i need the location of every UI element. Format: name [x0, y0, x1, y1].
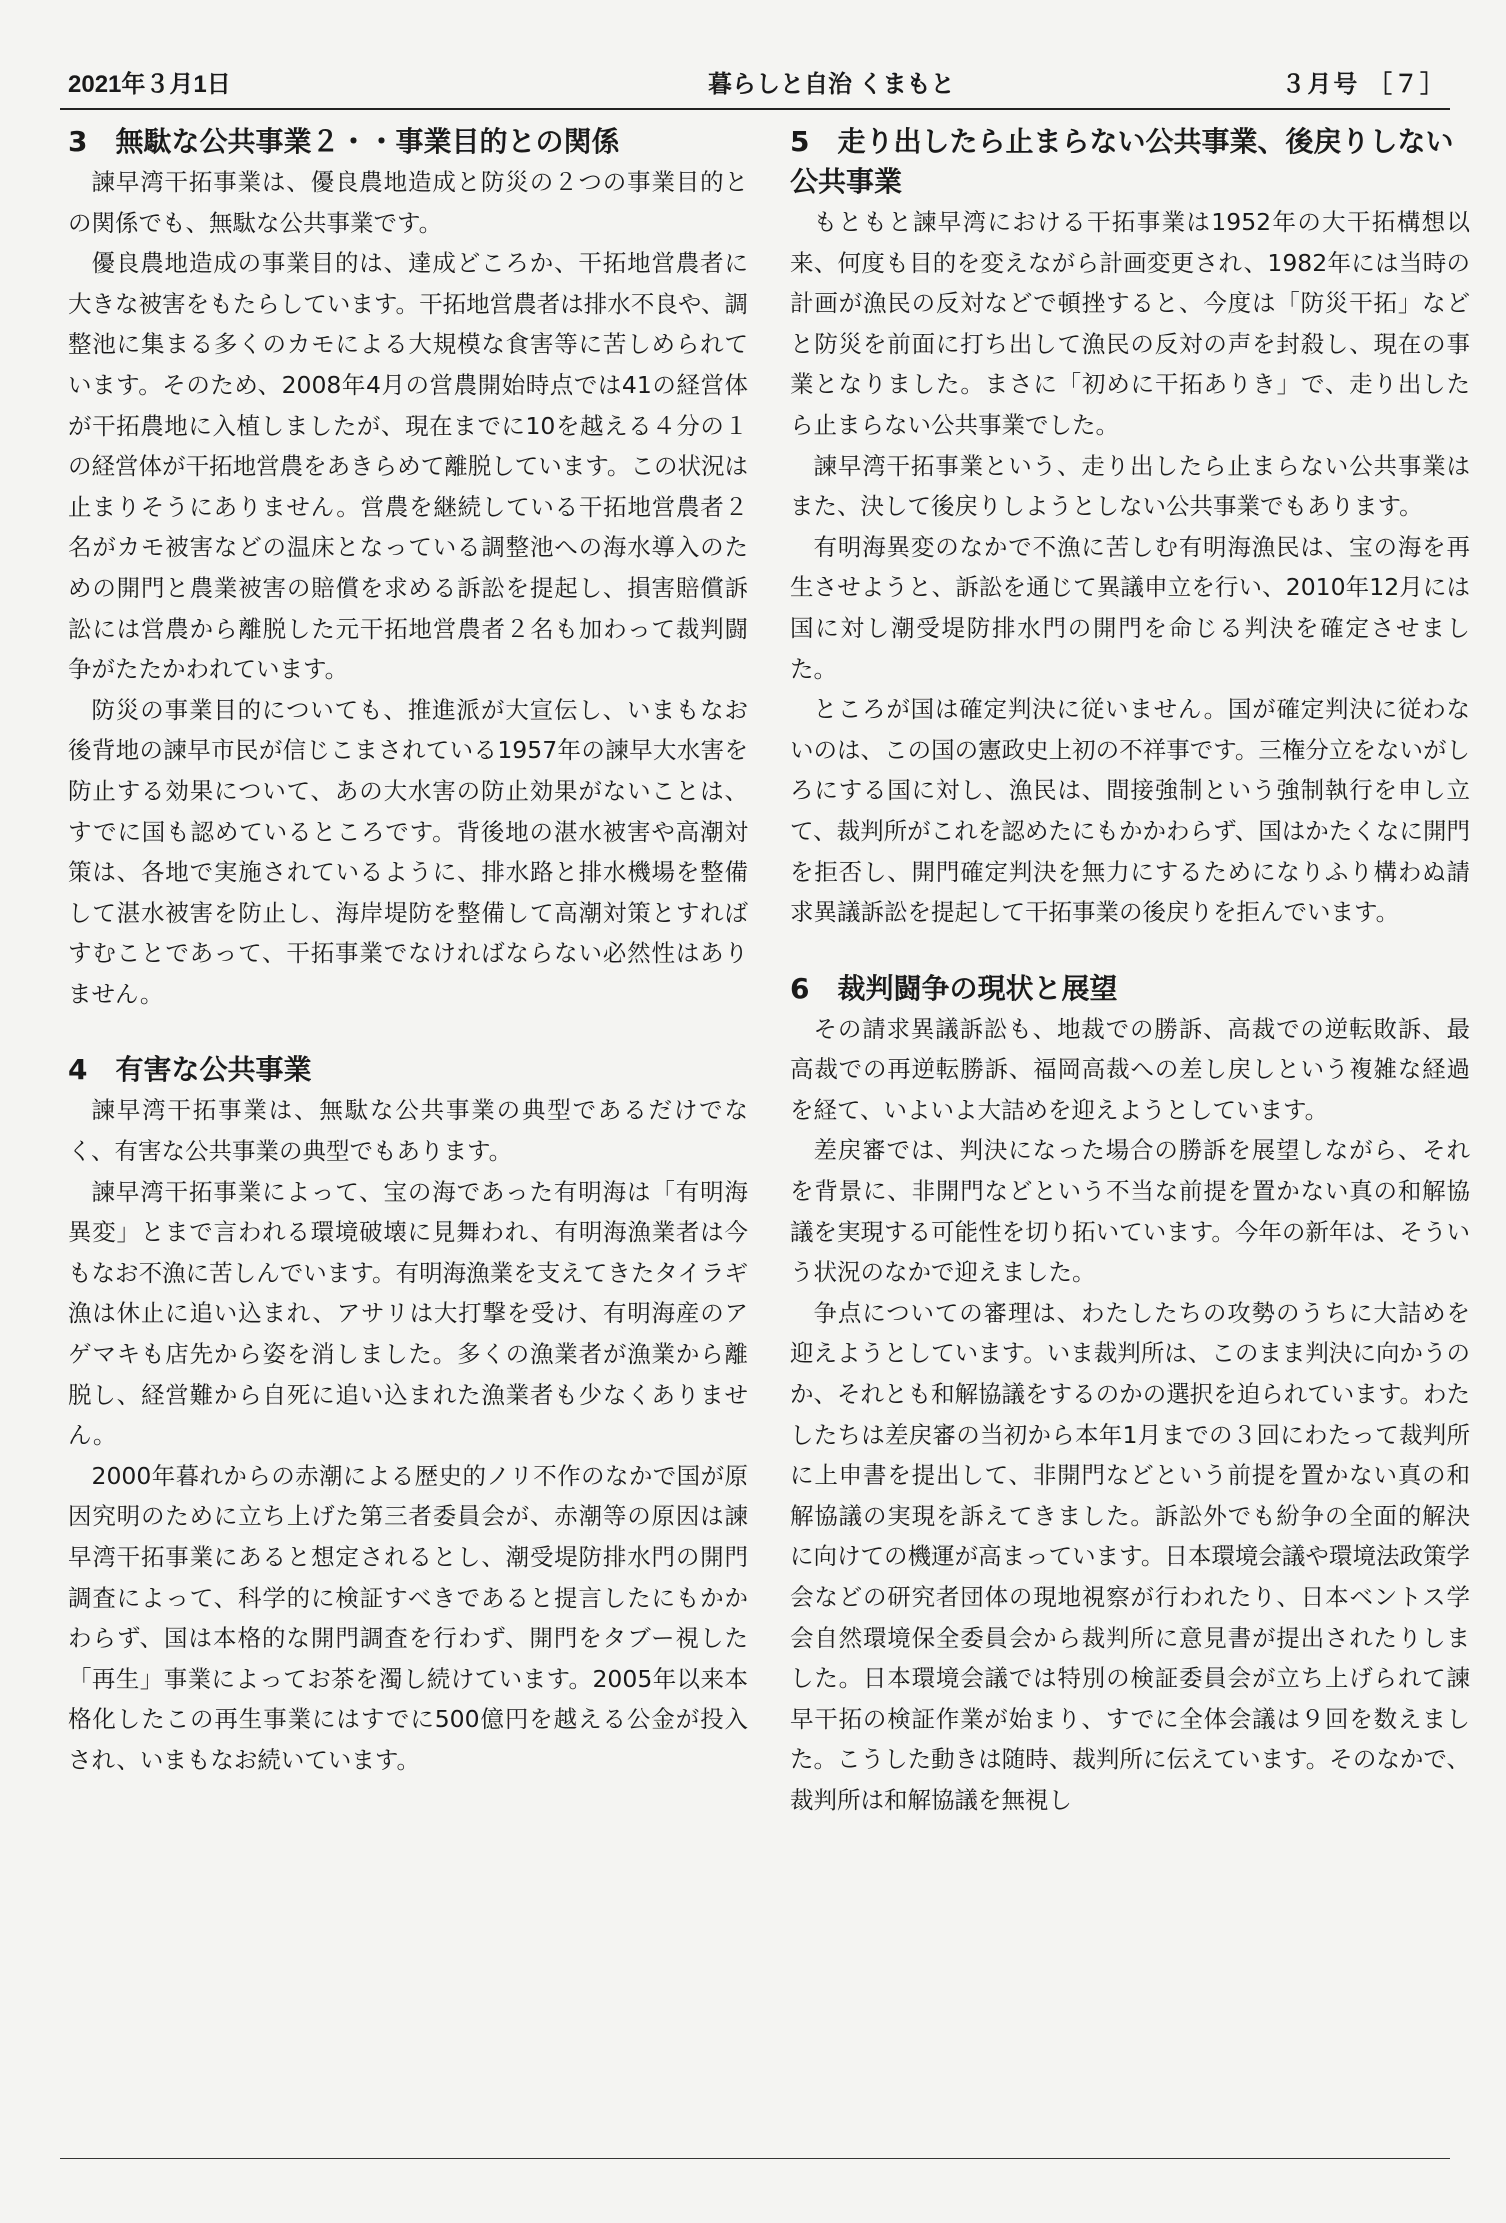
paragraph: 差戻審では、判決になった場合の勝訴を展望しながら、それを背景に、非開門などという不当な前提を置かない真の和解協議を実現する可能性を切り拓いています。今年の新年は、そういう状況のなかで迎えました。 — [790, 1136, 1470, 1287]
section-heading — [790, 122, 1470, 202]
section-5 — [790, 122, 1470, 933]
paragraph: 争点についての審理は、わたしたちの攻勢のうちに大詰めを迎えようとしています。いま裁判所は、このまま判決に向かうのか、それとも和解協議をするのかの選択を迫られています。わたしたちは差戻審の当初から本年1月までの３回にわたって裁判所に上申書を提出して、非開門などという前提を置かない真の和解協議の実現を訴えてきました。訴訟外でも紛争の全面的解決に向けての機運が高まっています。日本環境会議や環境法政策学会などの研究者団体の現地視察が行われたり、日本ベントス学会自然環境保全委員会から裁判所に意見書が提出されたりしました。日本環境会議では特別の検証委員会が立ち上げられて諫早干拓の検証作業が始まり、すでに全体会議は９回を数えました。こうした動きは随時、裁判所に伝えています。そのなかで、裁判所は和解協議を無視し — [790, 1298, 1470, 1814]
paragraph: 2000年暮れからの赤潮による歴史的ノリ不作のなかで国が原因究明のために立ち上げた第三者委員会が、赤潮等の原因は諫早湾干拓事業にあると想定されるとし、潮受堤防排水門の開門調査によって、科学的に検証すべきであると提言したにもかかわらず、国は本格的な開門調査を行わず、開門をタブー視した「再生」事業によってお茶を濁し続けています。2005年以来本格化したこの再生事業にはすでに500億円を越える公金が投入され、いまもなお続いています。 — [68, 1461, 748, 1774]
paragraph: 諫早湾干拓事業によって、宝の海であった有明海は「有明海異変」とまで言われる環境破壊に見舞われ、有明海漁業者は今もなお不漁に苦しんでいます。有明海漁業を支えてきたタイラギ漁は休止に追い込まれ、アサリは大打撃を受け、有明海産のアゲマキも店先から姿を消しました。多くの漁業者が漁業から離脱し、経営難から自死に追い込まれた漁業者も少なくありません。 — [68, 1177, 748, 1450]
page-header — [60, 52, 1450, 110]
issue-page-number: ３月号 ［７］ — [1281, 71, 1446, 98]
paragraph: ところが国は確定判決に従いません。国が確定判決に従わないのは、この国の憲政史上初の不祥事です。三権分立をないがしろにする国に対し、漁民は、間接強制という強制執行を申し立て、裁判所がこれを認めたにもかかわらず、国はかたくなに開門を拒否し、開門確定判決を無力にするためになりふり構わぬ請求異議訴訟を提起して干拓事業の後戻りを拒んでいます。 — [790, 695, 1470, 927]
section-4 — [68, 1050, 748, 1780]
section-number: 4 — [68, 1053, 88, 1087]
right-column — [790, 122, 1470, 1857]
section-heading — [68, 1050, 748, 1090]
section-number: 3 — [68, 125, 88, 158]
section-number: 6 — [790, 971, 810, 1005]
paragraph: 諫早湾干拓事業は、無駄な公共事業の典型であるだけでなく、有害な公共事業の典型でもあります。 — [68, 1096, 748, 1166]
section-title: 有害な公共事業 — [115, 1053, 312, 1087]
bottom-divider — [60, 2158, 1450, 2159]
paragraph: 諫早湾干拓事業は、優良農地造成と防災の２つの事業目的との関係でも、無駄な公共事業です。 — [68, 168, 748, 237]
section-3 — [68, 122, 748, 1014]
left-column — [68, 122, 748, 1817]
paragraph: 防災の事業目的についても、推進派が大宣伝し、いまもなお後背地の諫早市民が信じこまされている1957年の諫早大水害を防止する効果について、あの大水害の防止効果がないことは、すでに国も認めているところです。背後地の湛水被害や高潮対策は、各地で実施されているように、排水路と排水機場を整備して湛水被害を防止し、海岸堤防を整備して高潮対策とすればすむことであって、干拓事業でなければならない必然性はありません。 — [68, 695, 748, 1008]
section-heading — [790, 969, 1470, 1009]
section-number: 5 — [790, 125, 810, 158]
issue-date: 2021年３月1日 — [68, 71, 231, 98]
paragraph: 諫早湾干拓事業という、走り出したら止まらない公共事業はまた、決して後戻りしようとしない公共事業でもあります。 — [790, 451, 1470, 521]
publication-title: 暮らしと自治 くまもと — [708, 71, 955, 98]
section-6 — [790, 969, 1470, 1821]
section-title: 無駄な公共事業２・・事業目的との関係 — [115, 125, 620, 158]
paragraph: 優良農地造成の事業目的は、達成どころか、干拓地営農者に大きな被害をもたらしています。干拓地営農者は排水不良や、調整池に集まる多くのカモによる大規模な食害等に苦しめられています。そのため、2008年4月の営農開始時点では41の経営体が干拓農地に入植しましたが、現在までに10を越える４分の１の経営体が干拓地営農をあきらめて離脱しています。この状況は止まりそうにありません。営農を継続している干拓地営農者２名がカモ被害などの温床となっている調整池への海水導入のための開門と農業被害の賠償を求める訴訟を提起し、損害賠償訴訟には営農から離脱した元干拓地営農者２名も加わって裁判闘争がたたかわれています。 — [68, 249, 748, 684]
section-heading — [68, 122, 748, 162]
paragraph: その請求異議訴訟も、地裁での勝訴、高裁での逆転敗訴、最高裁での再逆転勝訴、福岡高裁への差し戻しという複雑な経過を経て、いよいよ大詰めを迎えようとしています。 — [790, 1014, 1470, 1124]
paragraph: もともと諫早湾における干拓事業は1952年の大干拓構想以来、何度も目的を変えながら計画変更され、1982年には当時の計画が漁民の反対などで頓挫すると、今度は「防災干拓」などと防災を前面に打ち出して漁民の反対の声を封殺し、現在の事業となりました。まさに「初めに干拓ありき」で、走り出したら止まらない公共事業でした。 — [790, 208, 1470, 439]
section-title: 裁判闘争の現状と展望 — [837, 971, 1118, 1005]
paragraph: 有明海異変のなかで不漁に苦しむ有明海漁民は、宝の海を再生させようと、訴訟を通じて異議申立を行い、2010年12月には国に対し潮受堤防排水門の開門を命じる判決を確定させました。 — [790, 532, 1470, 683]
section-title: 走り出したら止まらない公共事業、後戻りしない公共事業 — [790, 125, 1454, 198]
